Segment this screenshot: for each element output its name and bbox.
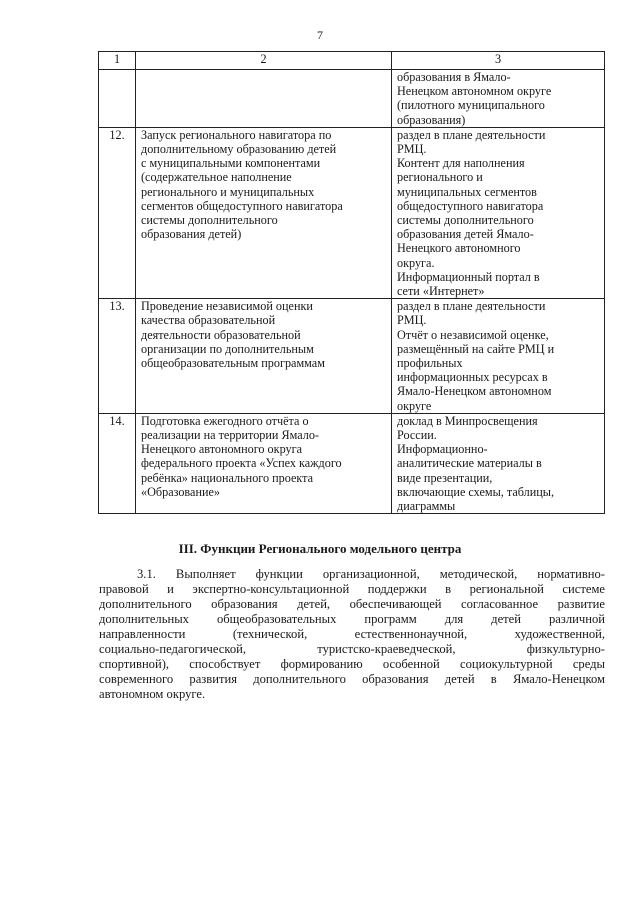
column-header: 1 <box>99 52 136 70</box>
cell-line: размещённый на сайте РМЦ и <box>397 341 555 356</box>
column-header: 3 <box>392 52 605 70</box>
page-number: 7 <box>317 28 323 42</box>
table-row <box>99 127 605 298</box>
cell-line: (пилотного муниципального <box>397 98 545 113</box>
cell-line: раздел в плане деятельности <box>397 127 546 142</box>
cell-line: образования в Ямало- <box>397 70 511 84</box>
cell-line: деятельности образовательной <box>141 327 301 342</box>
activity-cell <box>136 70 392 128</box>
row-number: 14. <box>99 413 136 513</box>
cell-line: «Образование» <box>141 484 220 499</box>
section-title: III. Функции Регионального модельного центра <box>178 541 462 556</box>
row-number: 12. <box>99 127 136 298</box>
cell-line: Информационный портал в <box>397 269 540 284</box>
table-body <box>99 70 605 514</box>
result-cell <box>392 127 605 298</box>
cell-line: (содержательное наполнение <box>141 170 292 185</box>
cell-line: РМЦ. <box>397 313 427 328</box>
result-cell <box>392 413 605 513</box>
cell-line: образования) <box>397 112 466 127</box>
cell-line: виде презентации, <box>397 470 493 485</box>
cell-line: Подготовка ежегодного отчёта о <box>141 413 309 428</box>
cell-line: регионального и <box>397 170 483 185</box>
paragraph-line: 3.1. Выполняет функции организационной, методической, нормативно- <box>137 567 605 581</box>
cell-line: России. <box>397 428 437 443</box>
activity-cell <box>136 299 392 414</box>
cell-line: реализации на территории Ямало- <box>141 428 319 443</box>
activity-cell <box>136 127 392 298</box>
cell-line: с муниципальными компонентами <box>141 156 321 171</box>
paragraph-line: социально-педагогической, туристско-краеведческой, физкультурно- <box>99 642 605 656</box>
cell-line: округе <box>397 398 432 413</box>
cell-line: профильных <box>397 356 463 371</box>
cell-line: Проведение независимой оценки <box>141 299 313 314</box>
cell-line: ребёнка» национального проекта <box>141 470 314 485</box>
table-header-row <box>99 52 605 70</box>
cell-line: муниципальных сегментов <box>397 184 537 199</box>
cell-line: образования детей Ямало- <box>397 227 534 242</box>
cell-line: Ненецком автономном округе <box>397 84 552 99</box>
cell-line: Контент для наполнения <box>397 156 525 171</box>
table-row <box>99 413 605 513</box>
cell-line: Запуск регионального навигатора по <box>141 127 332 142</box>
activity-cell <box>136 413 392 513</box>
body-paragraph <box>99 567 605 702</box>
paragraph-line: правовой и экспертно-консультационной поддержки в региональной системе <box>99 582 605 596</box>
cell-line: сети «Интернет» <box>397 284 485 299</box>
cell-line: РМЦ. <box>397 142 427 157</box>
cell-line: информационных ресурсах в <box>397 370 548 385</box>
paragraph-line: современного развития дополнительного образования детей в Ямало-Ненецком <box>99 672 605 686</box>
cell-line: диаграммы <box>397 499 456 514</box>
table-row <box>99 299 605 414</box>
cell-line: Ямало-Ненецком автономном <box>397 384 552 399</box>
cell-line: аналитические материалы в <box>397 456 542 471</box>
result-cell <box>392 299 605 414</box>
row-number: 13. <box>99 299 136 414</box>
result-cell <box>392 70 605 128</box>
cell-line: сегментов общедоступного навигатора <box>141 198 343 213</box>
cell-line: Информационно- <box>397 442 488 457</box>
cell-line: образования детей) <box>141 227 242 242</box>
paragraph-line: автономном округе. <box>99 687 206 701</box>
cell-line: регионального и муниципальных <box>141 184 315 199</box>
cell-line: качества образовательной <box>141 313 276 328</box>
cell-line: общеобразовательным программам <box>141 356 325 371</box>
row-number <box>99 70 136 128</box>
cell-line: общедоступного навигатора <box>397 198 544 213</box>
cell-line: дополнительному образованию детей <box>141 142 337 157</box>
cell-line: доклад в Минпросвещения <box>397 413 538 428</box>
cell-line: организации по дополнительным <box>141 341 314 356</box>
cell-line: федерального проекта «Успех каждого <box>141 456 342 471</box>
table-row <box>99 70 605 128</box>
cell-line: Отчёт о независимой оценке, <box>397 327 549 342</box>
column-header: 2 <box>136 52 392 70</box>
cell-line: Ненецкого автономного округа <box>141 442 303 457</box>
functions-table <box>98 51 605 514</box>
cell-line: раздел в плане деятельности <box>397 299 546 314</box>
cell-line: системы дополнительного <box>141 213 278 228</box>
paragraph-line: спортивной), способствует формированию особенной социокультурной среды <box>99 657 605 671</box>
cell-line: округа. <box>397 255 435 270</box>
paragraph-line: дополнительного образования детей, обеспечивающей согласованное развитие <box>99 597 605 611</box>
cell-line: включающие схемы, таблицы, <box>397 484 554 499</box>
paragraph-line: направленности (технической, естественнонаучной, художественной, <box>99 627 605 641</box>
paragraph-line: дополнительных общеобразовательных программ для детей различной <box>99 612 605 626</box>
cell-line: системы дополнительного <box>397 213 534 228</box>
cell-line: Ненецкого автономного <box>397 241 521 256</box>
